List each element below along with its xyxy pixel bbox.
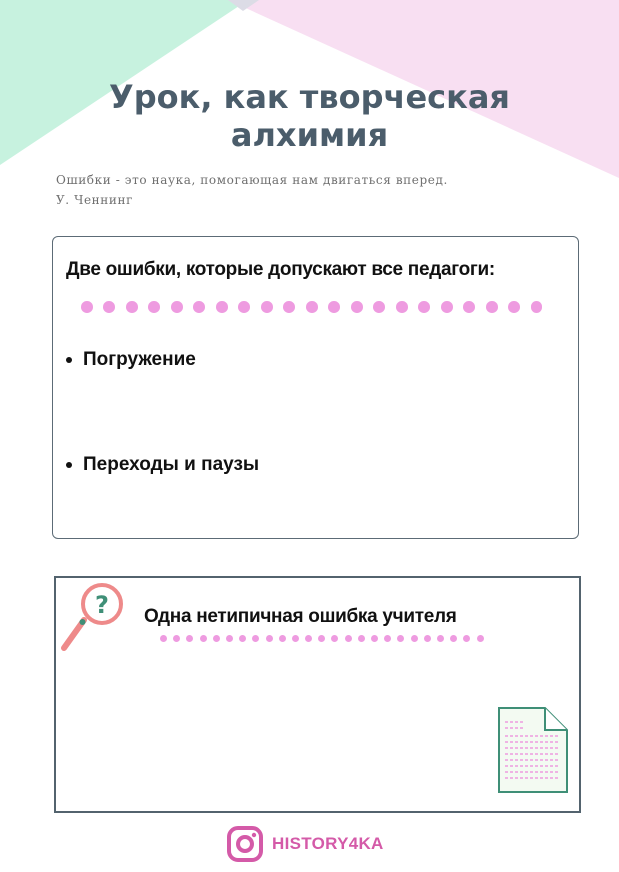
bullet-icon xyxy=(66,357,72,363)
atypical-mistake-heading: Одна нетипичная ошибка учителя xyxy=(144,606,457,627)
epigraph xyxy=(56,170,448,210)
list-item-label: Погружение xyxy=(83,349,196,370)
page-title-line-1: Урок, как творческая xyxy=(109,78,510,116)
instagram-handle[interactable]: HISTORY4KA xyxy=(272,834,384,853)
mistakes-card xyxy=(52,236,579,539)
epigraph-text: Ошибки - это наука, помогающая нам двигаться вперед. xyxy=(56,173,448,187)
list-item-label: Переходы и паузы xyxy=(83,454,260,475)
page-title-line-2: алхимия xyxy=(230,116,389,154)
list-item xyxy=(66,454,259,476)
list-item xyxy=(66,349,196,371)
magnifier-question-icon xyxy=(58,580,126,656)
instagram-icon xyxy=(226,825,264,863)
bullet-icon xyxy=(66,462,72,468)
dotted-divider xyxy=(81,301,542,313)
page-title xyxy=(0,78,619,154)
dotted-divider xyxy=(160,635,484,642)
document-icon xyxy=(497,706,569,794)
footer-social[interactable] xyxy=(226,825,384,863)
epigraph-author: У. Ченнинг xyxy=(56,193,133,207)
svg-text:?: ? xyxy=(95,591,109,619)
mistakes-card-heading: Две ошибки, которые допускают все педагоги: xyxy=(66,259,495,280)
